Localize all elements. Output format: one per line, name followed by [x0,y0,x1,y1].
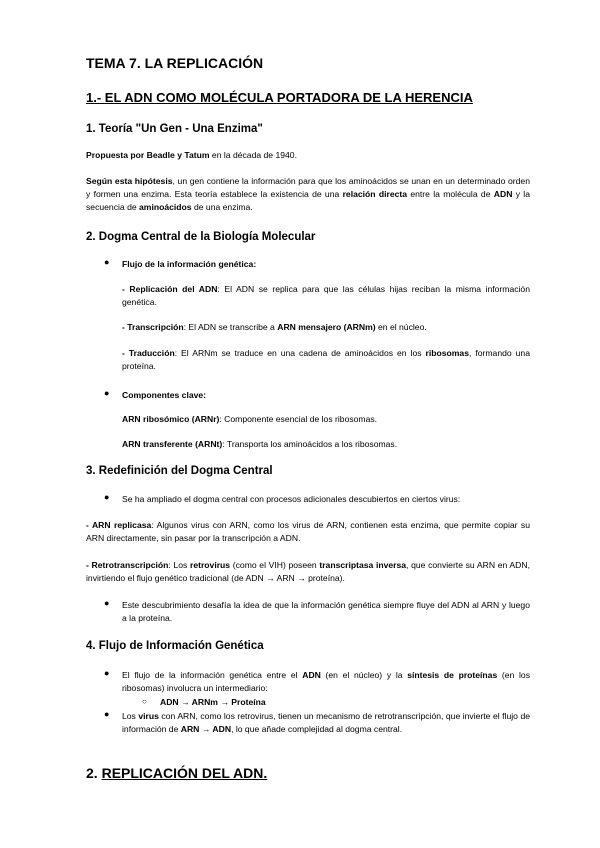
sub-item-flujo [160,696,266,709]
subsection-2-heading: 2. Dogma Central de la Biología Molecular [86,231,316,243]
text: en la década de 1940. [209,150,297,160]
text: de una enzima. [191,202,253,213]
text-bold: ARN ribosómico (ARNr) [122,414,220,424]
text-bold: aminoácidos [139,202,192,213]
item-arnr [122,413,530,426]
text-bold: ADN [302,670,321,680]
subsection-3-heading: 3. Redefinición del Dogma Central [86,465,273,477]
section-2-title: REPLICACIÓN DEL ADN. [101,765,268,781]
text: : El ADN se transcribe a [183,322,278,332]
bullet-componentes [122,389,206,402]
section-1-heading: 1.- EL ADN COMO MOLÉCULA PORTADORA DE LA HERENCIA [86,90,473,105]
circle-bullet-icon: ○ [142,697,147,706]
bullet-icon: ● [104,492,110,502]
text: con ARN, como los retrovirus, tienen un mecanismo de retrotranscripción, que invierte el flujo de información de [122,711,530,735]
item-traduccion [122,347,530,373]
text-bold: virus [138,711,159,721]
text-bold: - ARN replicasa [86,520,152,530]
item-replicacion [122,283,530,309]
text-bold: Propuesta por Beadle y Tatum [86,150,210,160]
text-bold: - Retrotranscripción [86,560,169,570]
text: El flujo de la información genética entre el [122,670,303,680]
bullet-ampliado: Se ha ampliado el dogma central con procesos adicionales descubiertos en ciertos virus: [122,494,461,504]
text: : El ARNm se traduce en una cadena de aminoácidos en los [174,348,426,358]
section-2-number: 2. [86,765,102,781]
bullet-virus [122,710,530,736]
text-bold: ADN → ARNm → Proteína [160,697,266,707]
text: , que convierte su ARN en ADN, invirtiendo el flujo genético tradicional (de ADN → ARN → proteína). [86,560,530,584]
text-bold: Según esta hipótesis [86,176,173,186]
text: y la secuencia de [86,189,530,213]
text-bold: - Traducción [122,348,175,358]
item-arnt [122,438,530,451]
bullet-flujo-informacion [122,669,530,695]
subsection-4-heading: 4. Flujo de Información Genética [86,640,264,652]
text-bold: síntesis de proteínas [407,670,498,680]
text: : Algunos virus con ARN, como los virus de ARN, contienen esta enzima, que permite copiar su ARN directamente, sin pasar por la transcripción a ADN. [86,520,531,544]
text-bold: relación directa [342,189,408,200]
text-bold: ribosomas [425,348,469,358]
text: (como el VIH) poseen [230,560,320,570]
text: , formando una proteína. [122,348,530,372]
text: , lo que añade complejidad al dogma central. [231,724,403,735]
text-bold: ARN mensajero (ARNm) [277,322,376,332]
text: : Los [168,560,190,570]
text: : Componente esencial de los ribosomas. [219,414,378,424]
bullet-icon: ● [104,598,110,608]
text: (en el núcleo) y la [320,670,408,680]
text-bold: - Replicación del ADN [122,284,218,294]
item-transcripcion [122,321,530,334]
text-bold: retrovirus [189,560,231,570]
text-bold: transcriptasa inversa [319,560,407,570]
text-bold: Componentes clave: [122,390,207,400]
text-bold: ADN [493,189,513,200]
document-title: TEMA 7. LA REPLICACIÓN [86,55,264,71]
text-bold: - Transcripción [122,322,184,332]
bullet-icon: ● [104,388,110,398]
paragraph-arn-replicasa [86,519,530,545]
section-2-heading [86,765,267,781]
text: , un gen contiene la información para que los aminoácidos se unan en un determinado orden y formen una enzima. Esta teoría establece la existencia de una [86,176,530,200]
bullet-icon: ● [104,709,110,719]
text: : El ADN se replica para que las células hijas reciban la misma información genética. [122,284,530,308]
text-bold: Flujo de la información genética: [122,259,257,269]
bullet-icon: ● [104,668,110,678]
text: en el núcleo. [375,322,427,332]
paragraph-retrotranscripcion [86,559,530,585]
text: Los [122,711,139,721]
text: : Transporta los aminoácidos a los ribosomas. [222,439,398,449]
text-bold: ARN transferente (ARNt) [122,439,223,449]
text: (en los ribosomas) involucra un intermediario: [122,670,531,694]
text: entre la molécula de [407,189,494,200]
bullet-descubrimiento: Este descubrimiento desafía la idea de que la información genética siempre fluye del ADN al ARN y luego a la proteína. [122,600,530,624]
subsection-1-heading: 1. Teoría "Un Gen - Una Enzima" [86,123,263,135]
bullet-flujo [122,258,256,271]
paragraph-hipotesis [86,175,530,215]
paragraph-beadle-tatum [86,149,530,162]
text-bold: ARN → ADN [180,724,232,735]
bullet-icon: ● [104,257,110,267]
